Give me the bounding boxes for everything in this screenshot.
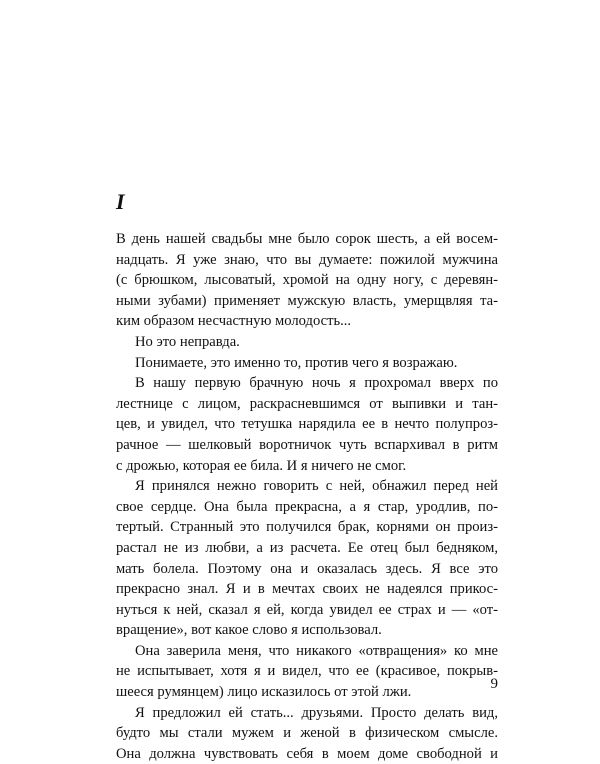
body-text xyxy=(116,229,498,764)
text-line: прекрасно знал. Я и в мечтах своих не надеялся прикос- xyxy=(116,581,498,598)
text-line: В нашу первую брачную ночь я прохромал вверх по xyxy=(135,375,498,392)
text-line: В день нашей свадьбы мне было сорок шесть, а ей восем- xyxy=(116,231,498,247)
text-line: не испытывает, хотя я и видел, что ее (красивое, покрыв- xyxy=(116,663,498,680)
text-line: мать болела. Поэтому она и оказалась здесь. Я все это xyxy=(116,560,498,577)
text-line: тертый. Странный это получился брак, корнями он произ- xyxy=(116,519,498,536)
text-line: Я принялся нежно говорить с ней, обнажил перед ней xyxy=(135,478,498,495)
text-line: растал не из любви, а из расчета. Ее отец был бедняком, xyxy=(116,539,498,556)
chapter-number: I xyxy=(116,189,125,214)
text-line: Она заверила меня, что никакого «отвращения» ко мне xyxy=(135,642,498,659)
text-line: цев, и увидел, что тетушка нарядила ее в нечто полупроз- xyxy=(116,416,498,433)
text-line: ким образом несчастную молодость... xyxy=(116,313,352,330)
text-line: Но это неправда. xyxy=(135,333,240,350)
text-line: шееся румянцем) лицо исказилось от этой лжи. xyxy=(116,684,412,701)
text-line: с дрожью, которая ее била. И я ничего не смог. xyxy=(116,457,407,474)
page-number: 9 xyxy=(490,676,498,692)
text-line: Понимаете, это именно то, против чего я возражаю. xyxy=(135,354,458,371)
text-line: Я предложил ей стать... друзьями. Просто делать вид, xyxy=(135,704,498,721)
text-line: свое сердце. Она была прекрасна, а я стар, уродлив, по- xyxy=(116,498,498,515)
text-line: ными зубами) применяет мужскую власть, умерщвляя та- xyxy=(116,292,498,309)
text-line: нуться к ней, сказал я ей, когда увидел ее страх и — «от- xyxy=(116,601,498,618)
text-line: надцать. Я уже знаю, что вы думаете: пожилой мужчина xyxy=(116,251,498,268)
text-line: (с брюшком, лысоватый, хромой на одну ногу, с деревян- xyxy=(116,272,498,289)
text-line: будто мы стали мужем и женой в физическом смысле. xyxy=(116,725,498,742)
text-line: лестнице с лицом, раскрасневшимся от выпивки и тан- xyxy=(116,395,498,412)
text-line: Она должна чувствовать себя в моем доме свободной и xyxy=(116,745,498,762)
text-line: вращение», вот какое слово я использовал. xyxy=(116,622,382,639)
text-line: рачное — шелковый воротничок чуть вспархивал в ритм xyxy=(116,436,498,453)
